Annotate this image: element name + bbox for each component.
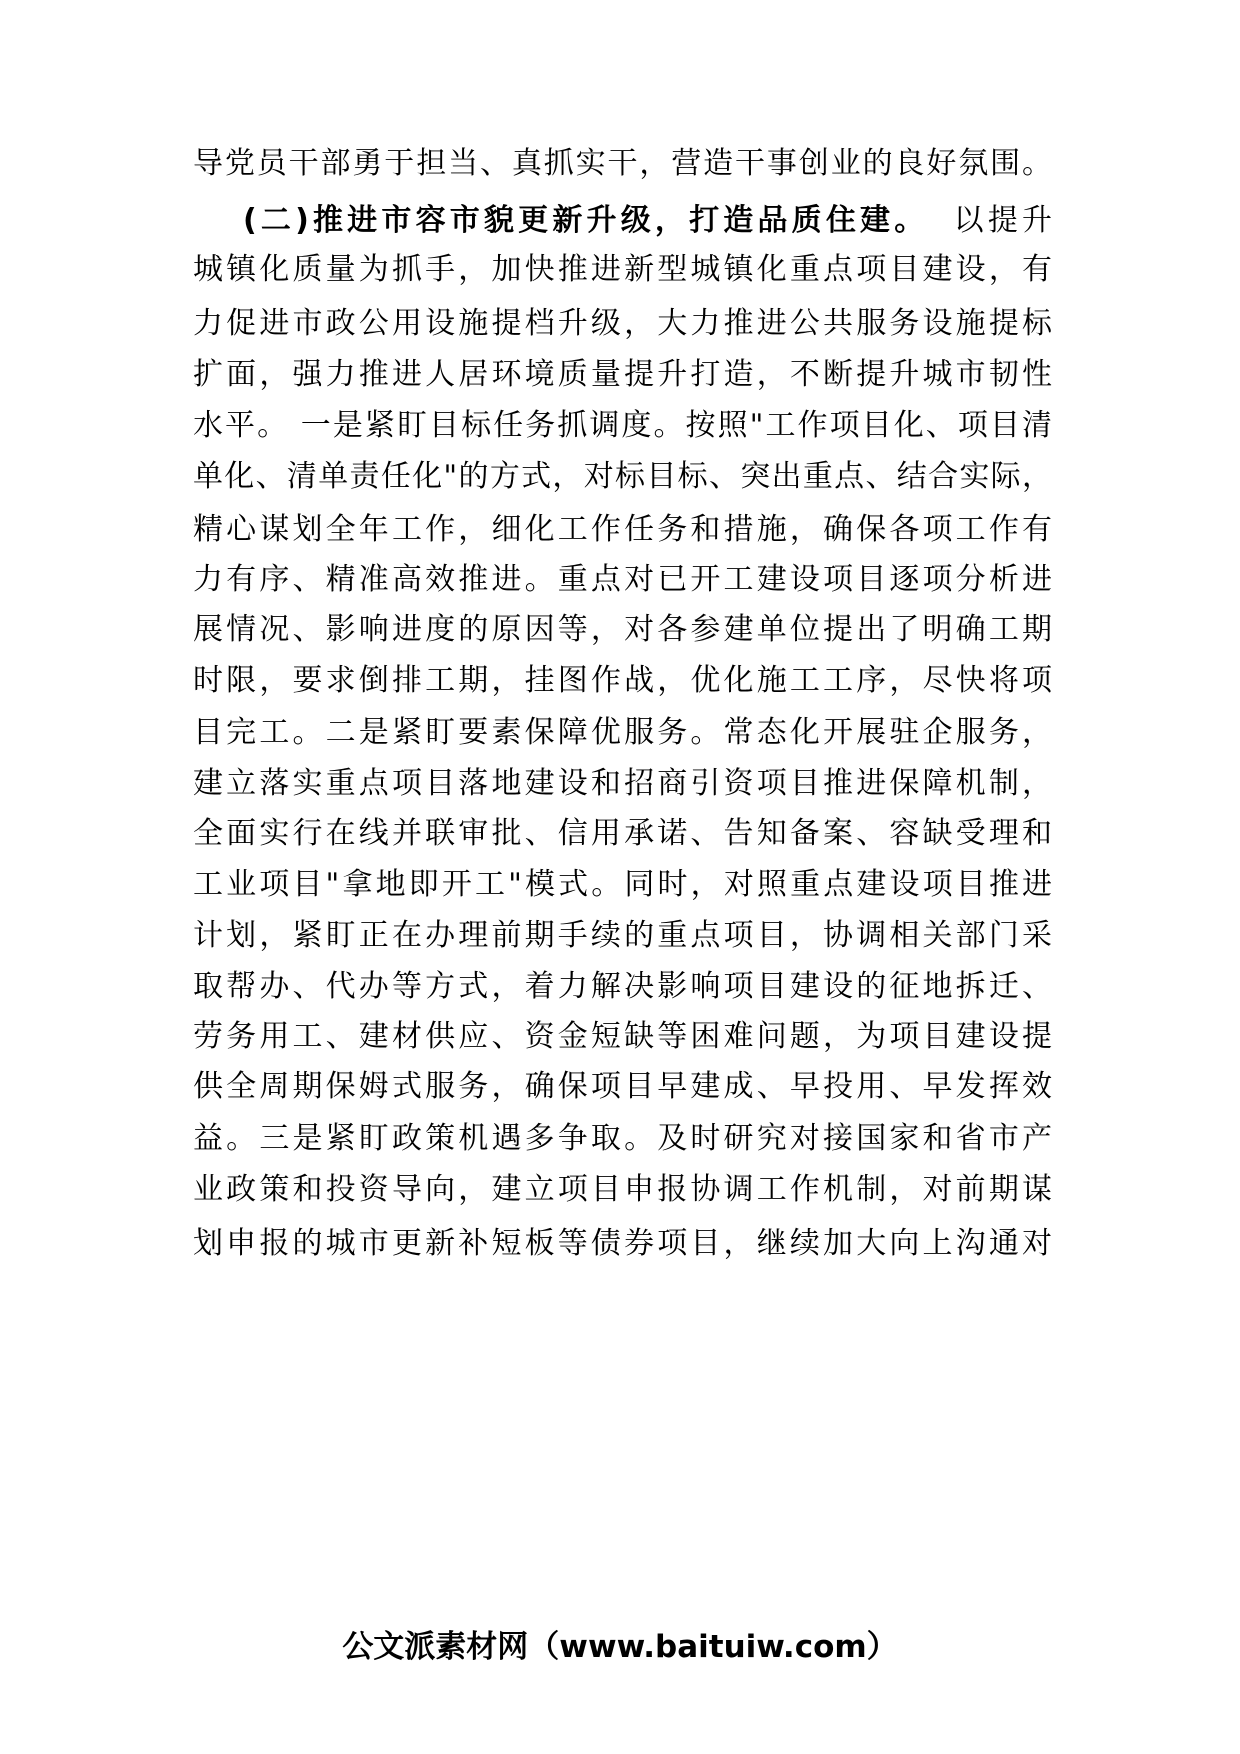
paragraph-line: 划申报的城市更新补短板等债券项目，继续加大向上沟通对 [193, 1226, 1053, 1261]
paragraph-line: 益。三是紧盯政策机遇多争取。及时研究对接国家和省市产 [193, 1121, 1053, 1156]
heading-tail-text: 以提升 [950, 203, 1054, 238]
section-heading: (二)推进市容市貌更新升级，打造品质住建。 [243, 203, 929, 238]
paragraph-line: 计划，紧盯正在办理前期手续的重点项目，协调相关部门采 [193, 918, 1053, 953]
paragraph-line: 单化、清单责任化"的方式，对标目标、突出重点、结合实际， [193, 459, 1053, 494]
paragraph-line: 力促进市政公用设施提档升级，大力推进公共服务设施提标 [193, 306, 1053, 341]
paragraph-line: 水平。 一是紧盯目标任务抓调度。按照"工作项目化、项目清 [193, 408, 1053, 443]
paragraph-line: 导党员干部勇于担当、真抓实干，营造干事创业的良好氛围。 [193, 146, 1053, 181]
paragraph-line: 精心谋划全年工作，细化工作任务和措施，确保各项工作有 [193, 512, 1053, 547]
paragraph-line: 工业项目"拿地即开工"模式。同时，对照重点建设项目推进 [193, 867, 1053, 902]
paragraph-line: 全面实行在线并联审批、信用承诺、告知备案、容缺受理和 [193, 816, 1053, 851]
paragraph-line: 目完工。二是紧盯要素保障优服务。常态化开展驻企服务， [193, 715, 1053, 750]
paragraph-line: 城镇化质量为抓手，加快推进新型城镇化重点项目建设，有 [193, 252, 1053, 287]
paragraph-line: 时限，要求倒排工期，挂图作战，优化施工工序，尽快将项 [193, 663, 1053, 698]
paragraph-line: 建立落实重点项目落地建设和招商引资项目推进保障机制， [193, 766, 1053, 801]
paragraph-line: 力有序、精准高效推进。重点对已开工建设项目逐项分析进 [193, 562, 1053, 597]
paragraph-line: 业政策和投资导向，建立项目申报协调工作机制，对前期谋 [193, 1172, 1053, 1207]
footer-watermark: 公文派素材网（www.baituiw.com） [342, 1629, 898, 1665]
paragraph-line: 供全周期保姆式服务，确保项目早建成、早投用、早发挥效 [193, 1069, 1053, 1104]
paragraph-line: 展情况、影响进度的原因等，对各参建单位提出了明确工期 [193, 612, 1053, 647]
paragraph-line: 扩面，强力推进人居环境质量提升打造，不断提升城市韧性 [193, 357, 1053, 392]
paragraph-line: 取帮办、代办等方式，着力解决影响项目建设的征地拆迁、 [193, 969, 1053, 1004]
paragraph-line: 劳务用工、建材供应、资金短缺等困难问题，为项目建设提 [193, 1019, 1053, 1054]
